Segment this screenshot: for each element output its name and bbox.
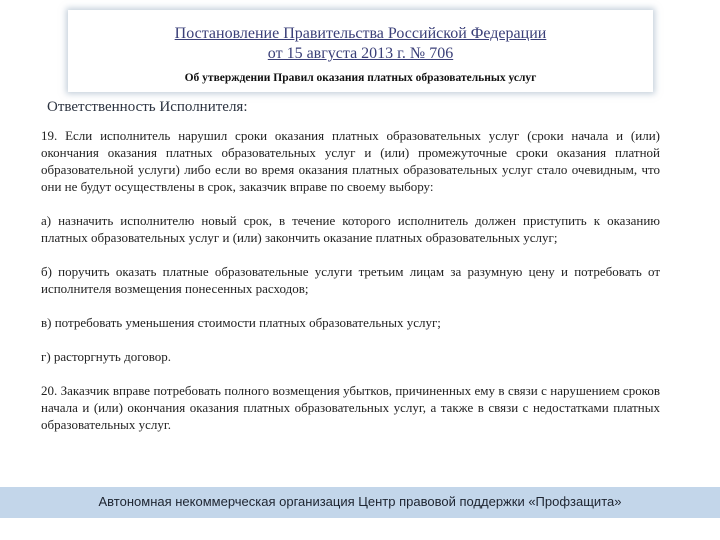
document-body	[41, 127, 660, 450]
paragraph-item-g: г) расторгнуть договор.	[41, 349, 172, 364]
paragraph-item-v: в) потребовать уменьшения стоимости платных образовательных услуг;	[41, 315, 441, 330]
section-heading: Ответственность Исполнителя:	[47, 99, 248, 115]
document-subtitle: Об утверждении Правил оказания платных образовательных услуг	[184, 72, 537, 84]
footer-bar	[0, 487, 720, 518]
document-title-line-1: Постановление Правительства Российской Федерации	[174, 25, 547, 42]
footer-organization-name: Автономная некоммерческая организация Центр правовой поддержки «Профзащита»	[98, 494, 622, 509]
paragraph-20: 20. Заказчик вправе потребовать полного возмещения убытков, причиненных ему в связи с нарушением сроков начала и (или) окончания оказания платных образовательных услуг, а также в связи с недостатками платных образовательных услуг.	[41, 383, 660, 432]
document-header	[68, 10, 653, 92]
document-title-line-2: от 15 августа 2013 г. № 706	[267, 45, 454, 62]
paragraph-19: 19. Если исполнитель нарушил сроки оказания платных образовательных услуг (сроки начала и (или) окончания оказания платных образовательных услуг и (или) промежуточные сроки оказания платной образовательной услуги) либо если во время оказания платных образовательных услуг стало очевидным, что они не будут осуществлены в срок, заказчик вправе по своему выбору:	[41, 128, 660, 194]
paragraph-item-b: б) поручить оказать платные образовательные услуги третьим лицам за разумную цену и потребовать от исполнителя возмещения понесенных расходов;	[41, 264, 660, 296]
paragraph-item-a: а) назначить исполнителю новый срок, в течение которого исполнитель должен приступить к оказанию платных образовательных услуг и (или) закончить оказание платных образовательных услуг;	[41, 213, 660, 245]
